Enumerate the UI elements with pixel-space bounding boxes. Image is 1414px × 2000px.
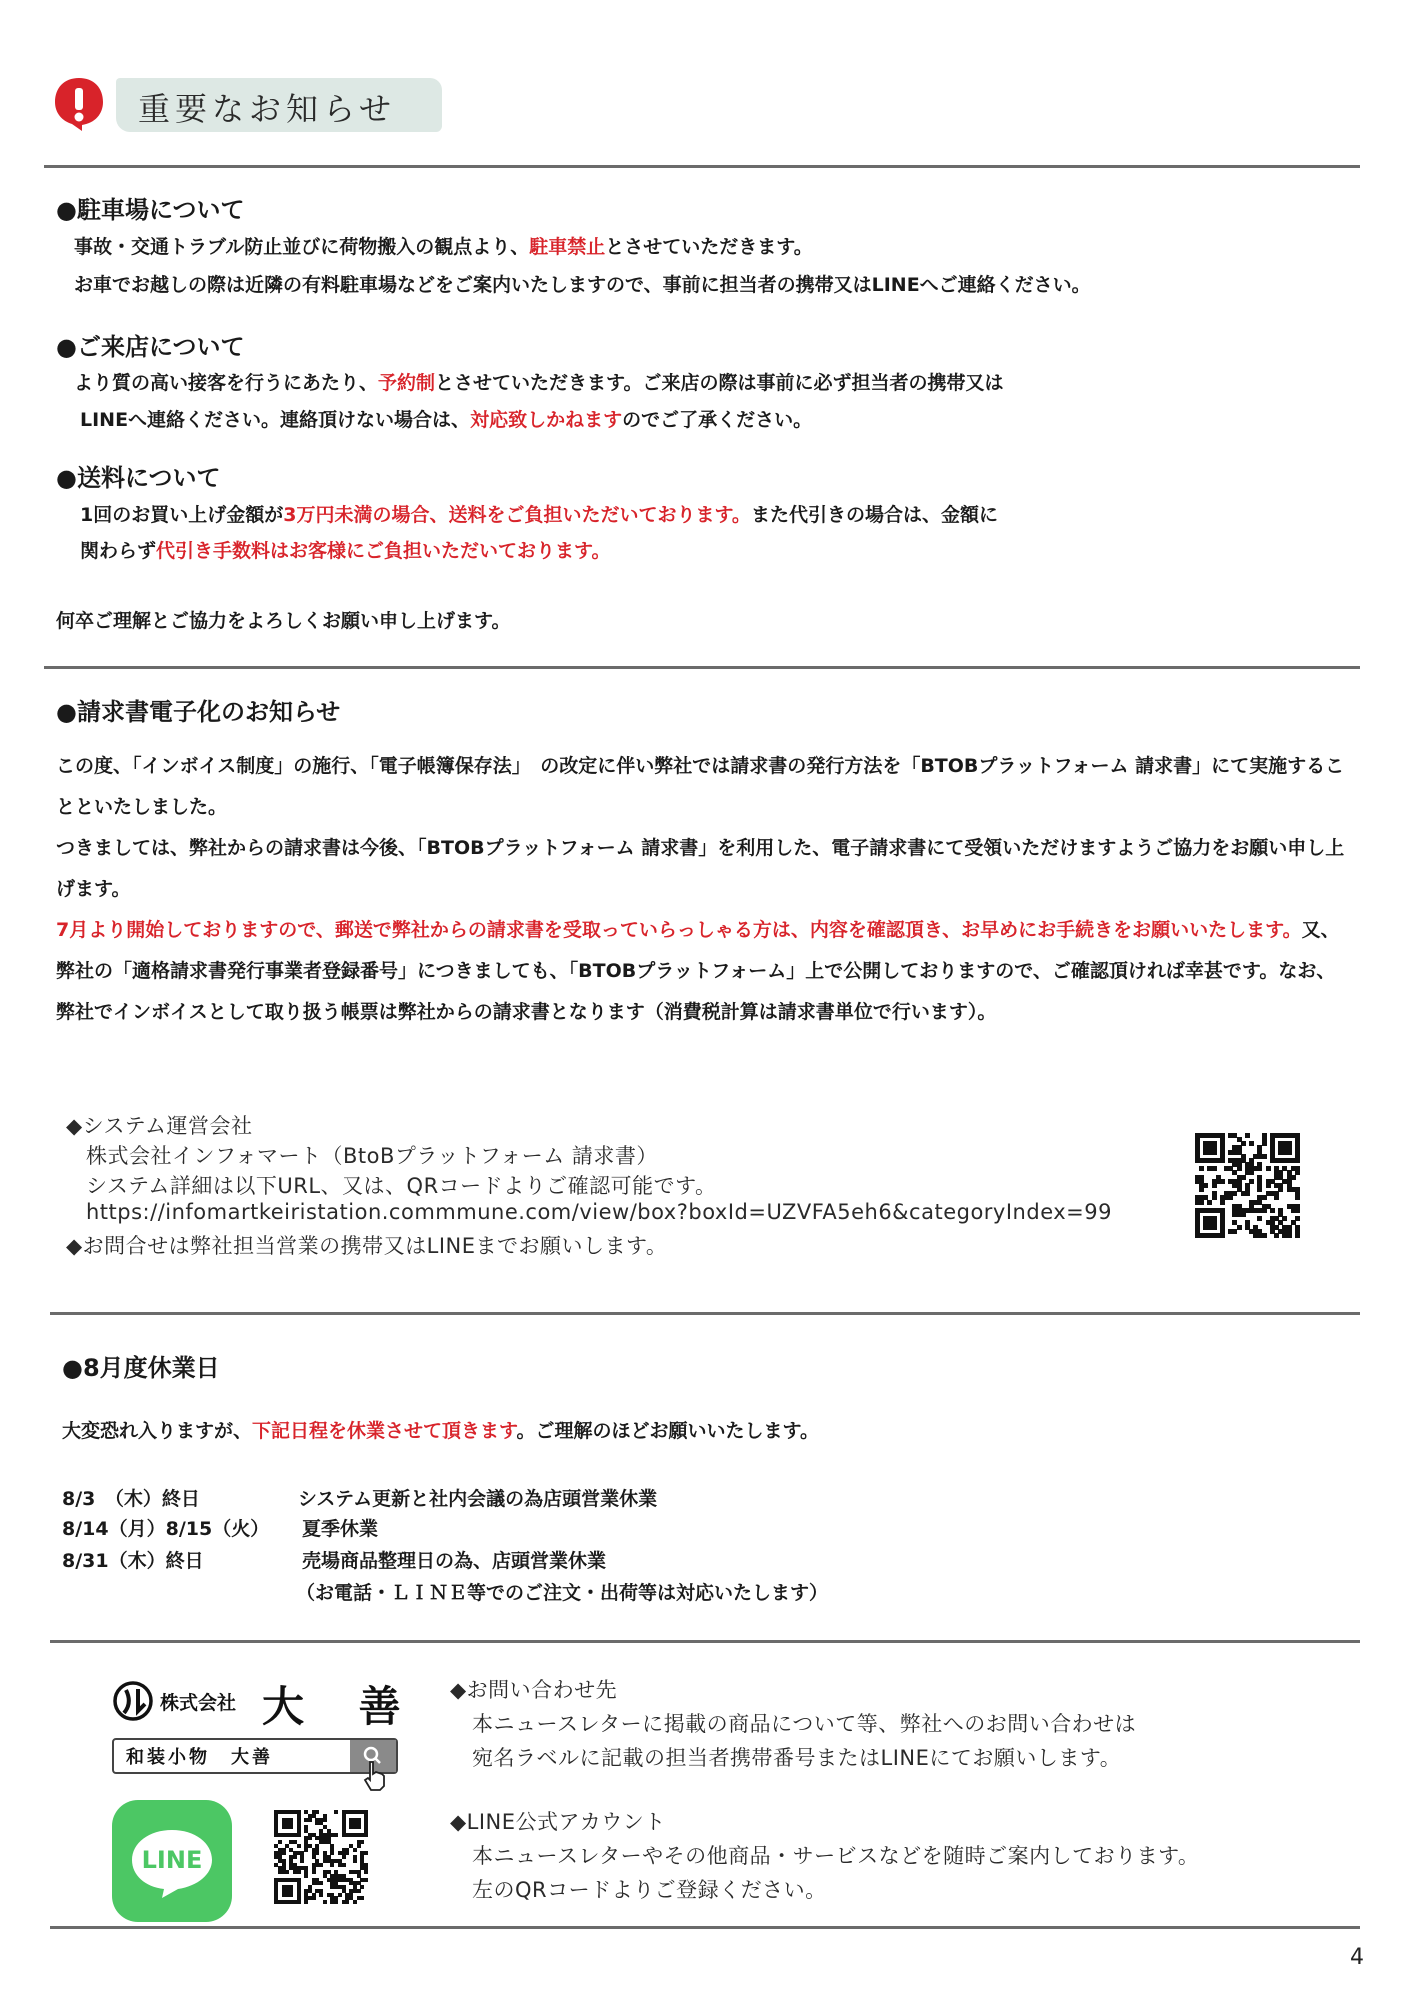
contact-line-1: 本ニュースレターに掲載の商品について等、弊社へのお問い合わせは — [472, 1712, 1137, 1736]
line-account-line-2: 左のQRコードよりご登録ください。 — [472, 1878, 827, 1902]
qr-module — [297, 1833, 301, 1837]
qr-module — [1245, 1133, 1250, 1138]
qr-module — [357, 1889, 361, 1893]
visit-line-1: より質の高い接客を行うにあたり、予約制とさせていただきます。ご来店の際は事前に必ず担当者の携帯又は — [74, 372, 1004, 394]
closing-text: 何卒ご理解とご協力をよろしくお願い申し上げます。 — [56, 610, 511, 632]
holiday-row-desc: 売場商品整理日の為、店頭営業休業 — [302, 1550, 607, 1572]
qr-module — [364, 1833, 368, 1837]
system-company: 株式会社インフォマート（BtoBプラットフォーム 請求書） — [86, 1144, 658, 1168]
qr-module — [364, 1878, 368, 1882]
search-box[interactable] — [112, 1738, 398, 1774]
holiday-heading: ●8月度休業日 — [62, 1354, 220, 1382]
qr-module — [304, 1848, 308, 1852]
qr-module — [338, 1893, 342, 1897]
invoice-body — [56, 746, 1346, 1033]
contact-heading: ◆お問い合わせ先 — [450, 1678, 618, 1702]
divider — [50, 1312, 1360, 1315]
parking-heading: ●駐車場について — [56, 196, 245, 224]
exclamation-icon — [50, 75, 108, 133]
qr-module — [1220, 1158, 1225, 1163]
qr-module — [1207, 1200, 1212, 1205]
qr-module — [353, 1859, 357, 1863]
divider — [44, 165, 1360, 168]
qr-module — [285, 1870, 289, 1874]
parking-line-1: 事故・交通トラブル防止並びに荷物搬入の観点より、駐車禁止とさせていただきます。 — [74, 236, 813, 258]
divider — [50, 1926, 1360, 1929]
qr-module — [319, 1893, 323, 1897]
qr-module — [1262, 1233, 1267, 1238]
qr-module — [1241, 1212, 1246, 1217]
holiday-row-date: 8/14（月）8/15（火） — [62, 1518, 270, 1540]
qr-module — [1257, 1166, 1262, 1171]
qr-module — [308, 1818, 312, 1822]
invoice-paragraph-1: この度、「インボイス制度」の施行、「電子帳簿保存法」 の改定に伴い弊社では請求書の発行方法を「BTOBプラットフォーム 請求書」にて実施することといたしました。 — [56, 755, 1345, 818]
line-account-line-1: 本ニュースレターやその他商品・サービスなどを随時ご案内しております。 — [472, 1844, 1200, 1868]
qr-module — [1295, 1233, 1300, 1238]
qr-module — [330, 1851, 334, 1855]
qr-module — [334, 1833, 338, 1837]
holiday-row-date: 8/31（木）終日 — [62, 1550, 204, 1572]
qr-module — [1274, 1233, 1279, 1238]
qr-module — [1287, 1233, 1292, 1238]
qr-module — [360, 1896, 364, 1900]
qr-module — [1274, 1195, 1279, 1200]
qr-module — [345, 1851, 349, 1855]
company-prefix: 株式会社 — [160, 1692, 237, 1714]
qr-module — [364, 1851, 368, 1855]
qr-module — [289, 1893, 293, 1897]
qr-module — [297, 1844, 301, 1848]
line-qr-code[interactable] — [274, 1810, 368, 1904]
invoice-qr-code[interactable] — [1195, 1133, 1299, 1237]
qr-module — [323, 1818, 327, 1822]
holiday-note: （お電話・ＬＩＮＥ等でのご注文・出荷等は対応いたします） — [296, 1582, 829, 1604]
qr-module — [1249, 1141, 1254, 1146]
qr-module — [345, 1900, 349, 1904]
qr-module — [1220, 1233, 1225, 1238]
qr-module — [278, 1840, 282, 1844]
page-title: 重要なお知らせ — [138, 90, 397, 128]
qr-module — [353, 1848, 357, 1852]
qr-module — [308, 1836, 312, 1840]
search-input[interactable]: 和装小物 大善 — [126, 1747, 273, 1768]
qr-module — [1257, 1216, 1262, 1221]
contact-line-2: 宛名ラベルに記載の担当者携帯番号またはLINEにてお願いします。 — [472, 1746, 1122, 1770]
company-name: 大 善 — [262, 1682, 421, 1731]
invoice-paragraph-2: つきましては、弊社からの請求書は今後、「BTOBプラットフォーム 請求書」を利用した、電子請求書にて受領いただけますようご協力をお願い申し上げます。 — [56, 837, 1345, 900]
qr-module — [1232, 1229, 1237, 1234]
qr-module — [297, 1900, 301, 1904]
pointer-hand-icon — [362, 1760, 388, 1792]
system-contact: ◆お問合せは弊社担当営業の携帯又はLINEまでお願いします。 — [66, 1234, 668, 1258]
qr-module — [304, 1900, 308, 1904]
qr-module — [1212, 1150, 1217, 1155]
invoice-heading: ●請求書電子化のお知らせ — [56, 698, 341, 726]
qr-module — [1295, 1208, 1300, 1213]
qr-module — [312, 1896, 316, 1900]
line-account-heading: ◆LINE公式アカウント — [450, 1810, 666, 1834]
qr-module — [1220, 1179, 1225, 1184]
qr-module — [319, 1863, 323, 1867]
shipping-line-1: 1回のお買い上げ金額が3万円未満の場合、送料をご負担いただいております。また代引きの場合は、金額に — [80, 504, 998, 526]
qr-module — [364, 1870, 368, 1874]
line-logo[interactable] — [112, 1800, 232, 1922]
qr-module — [300, 1859, 304, 1863]
qr-module — [1295, 1195, 1300, 1200]
visit-line-2: LINEへ連絡ください。連絡頂けない場合は、対応致しかねますのでご了承ください。 — [80, 409, 813, 431]
qr-module — [1249, 1170, 1254, 1175]
qr-module — [1266, 1166, 1271, 1171]
qr-module — [1199, 1187, 1204, 1192]
qr-module — [1199, 1166, 1204, 1171]
company-logo-icon — [112, 1680, 154, 1722]
qr-module — [289, 1825, 293, 1829]
divider — [50, 1640, 1360, 1643]
qr-module — [1199, 1200, 1204, 1205]
qr-module — [1262, 1208, 1267, 1213]
qr-module — [315, 1810, 319, 1814]
parking-line-2: お車でお越しの際は近隣の有料駐車場などをご案内いたしますので、事前に担当者の携帯又はLINEへご連絡ください。 — [74, 274, 1091, 296]
qr-module — [1262, 1154, 1267, 1159]
qr-module — [330, 1863, 334, 1867]
shipping-line-2: 関わらず代引き手数料はお客様にご負担いただいております。 — [80, 540, 611, 562]
qr-module — [360, 1840, 364, 1844]
qr-module — [297, 1870, 301, 1874]
qr-module — [334, 1900, 338, 1904]
qr-module — [1270, 1208, 1275, 1213]
holiday-row-desc: 夏季休業 — [302, 1518, 379, 1540]
qr-module — [353, 1900, 357, 1904]
qr-module — [323, 1900, 327, 1904]
qr-module — [342, 1855, 346, 1859]
qr-module — [312, 1870, 316, 1874]
qr-module — [319, 1881, 323, 1885]
system-detail: システム詳細は以下URL、又は、QRコードよりご確認可能です。 — [86, 1174, 717, 1198]
qr-module — [315, 1851, 319, 1855]
qr-module — [357, 1844, 361, 1848]
qr-module — [342, 1863, 346, 1867]
qr-module — [334, 1810, 338, 1814]
qr-module — [1228, 1195, 1233, 1200]
qr-module — [282, 1851, 286, 1855]
qr-module — [1212, 1225, 1217, 1230]
qr-module — [1295, 1158, 1300, 1163]
qr-module — [1287, 1150, 1292, 1155]
qr-module — [1245, 1191, 1250, 1196]
qr-module — [1266, 1183, 1271, 1188]
divider — [44, 666, 1360, 669]
holiday-row-desc: システム更新と社内会議の為店頭営業休業 — [298, 1488, 658, 1510]
page-number: 4 — [1350, 1945, 1364, 1970]
holiday-intro: 大変恐れ入りますが、下記日程を休業させて頂きます。ご理解のほどお願いいたします。 — [62, 1420, 819, 1442]
qr-module — [304, 1874, 308, 1878]
invoice-paragraph-3: 7月より開始しておりますので、郵送で弊社からの請求書を受取っていらっしゃる方は、内容を確認頂き、お早めにお手続きをお願いいたします。又、弊社の「適格請求書発行事業者登録番号」につきましても、「BTOBプラットフォーム」上で公開しておりますので、ご確認頂ければ幸甚です。なお、弊社でインボイスとして取り扱う帳票は弊社からの請求書となります（消費税計算は請求書単位で行います）。 — [56, 919, 1340, 1023]
line-logo-label: LINE — [141, 1846, 203, 1874]
qr-module — [1212, 1183, 1217, 1188]
qr-module — [357, 1825, 361, 1829]
holiday-row-date: 8/3 （木）終日 — [62, 1488, 200, 1510]
qr-module — [1220, 1200, 1225, 1205]
qr-module — [1212, 1166, 1217, 1171]
qr-module — [293, 1855, 297, 1859]
qr-module — [1257, 1187, 1262, 1192]
system-url[interactable]: https://infomartkeiristation.commmune.com/view/box?boxId=UZVFA5eh6&categoryIndex=99 — [86, 1200, 1112, 1224]
system-heading: ◆システム運営会社 — [66, 1114, 253, 1138]
qr-module — [360, 1885, 364, 1889]
visit-heading: ●ご来店について — [56, 333, 245, 361]
shipping-heading: ●送料について — [56, 464, 221, 492]
